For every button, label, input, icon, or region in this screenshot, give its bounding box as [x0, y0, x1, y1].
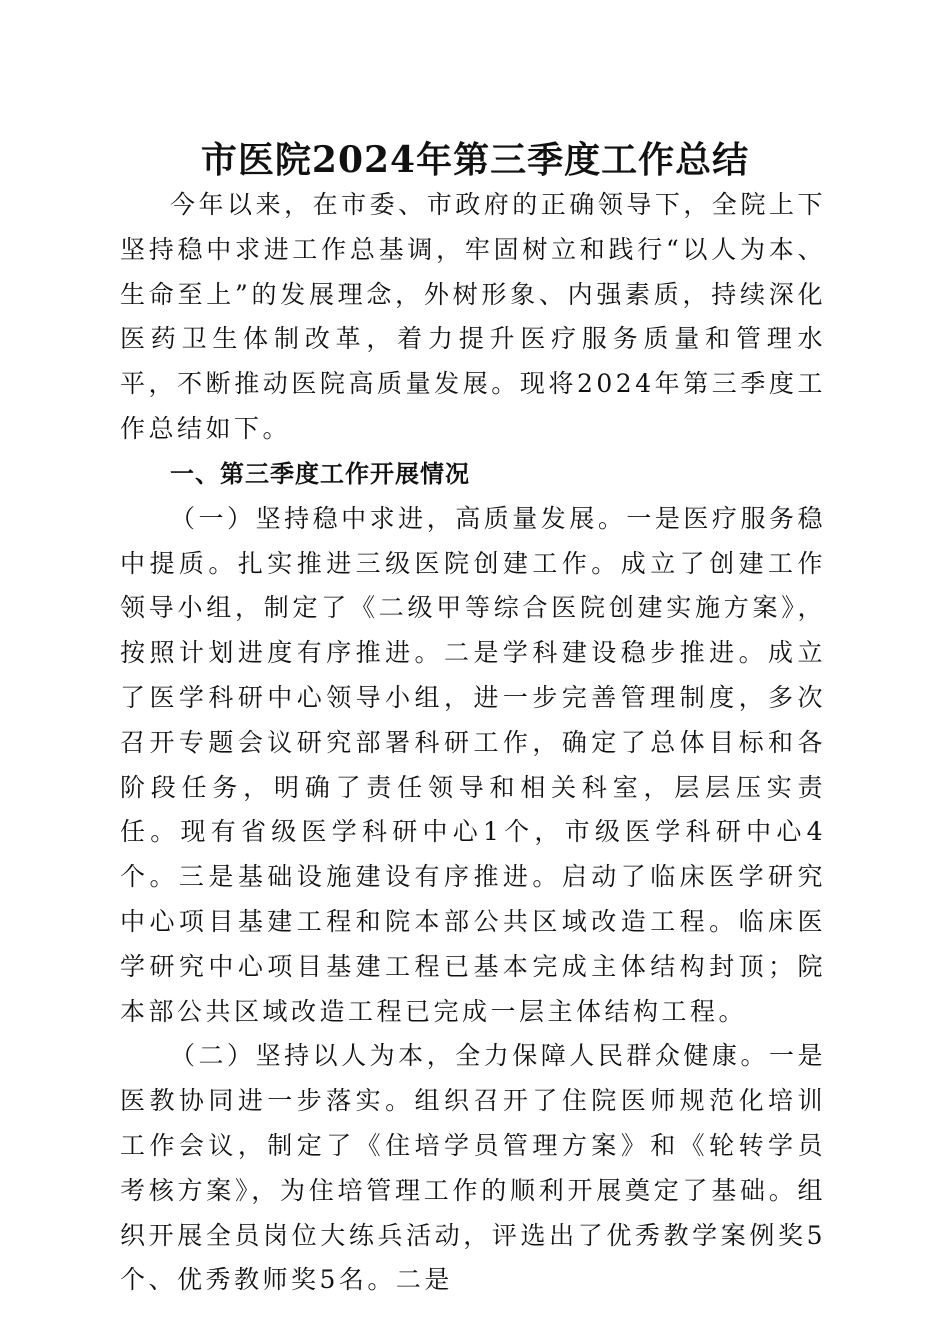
- document-body: [120, 183, 826, 1303]
- document-title: 市医院2024年第三季度工作总结: [200, 139, 750, 181]
- subsection-paragraph-2: （二）坚持以人为本，全力保障人民群众健康。一是医教协同进一步落实。组织召开了住院医师规范化培训工作会议，制定了《住培学员管理方案》和《轮转学员考核方案》，为住培管理工作的顺利开展奠定了基础。组织开展全员岗位大练兵活动，评选出了优秀教学案例奖5个、优秀教师奖5名。二是: [120, 1041, 826, 1295]
- subsection-paragraph-1: （一）坚持稳中求进，高质量发展。一是医疗服务稳中提质。扎实推进三级医院创建工作。成立了创建工作领导小组，制定了《二级甲等综合医院创建实施方案》，按照计划进度有序推进。二是学科建设稳步推进。成立了医学科研中心领导小组，进一步完善管理制度，多次召开专题会议研究部署科研工作，确定了总体目标和各阶段任务，明确了责任领导和相关科室，层层压实责任。现有省级医学科研中心1个，市级医学科研中心4个。三是基础设施建设有序推进。启动了临床医学研究中心项目基建工程和院本部公共区域改造工程。临床医学研究中心项目基建工程已基本完成主体结构封顶；院本部公共区域改造工程已完成一层主体结构工程。: [120, 503, 826, 1026]
- intro-paragraph: 今年以来，在市委、市政府的正确领导下，全院上下坚持稳中求进工作总基调，牢固树立和践行“以人为本、生命至上”的发展理念，外树形象、内强素质，持续深化医药卫生体制改革，着力提升医疗服务质量和管理水平，不断推动医院高质量发展。现将2024年第三季度工作总结如下。: [120, 190, 826, 443]
- section-heading-1: 一、第三季度工作开展情况: [170, 459, 470, 488]
